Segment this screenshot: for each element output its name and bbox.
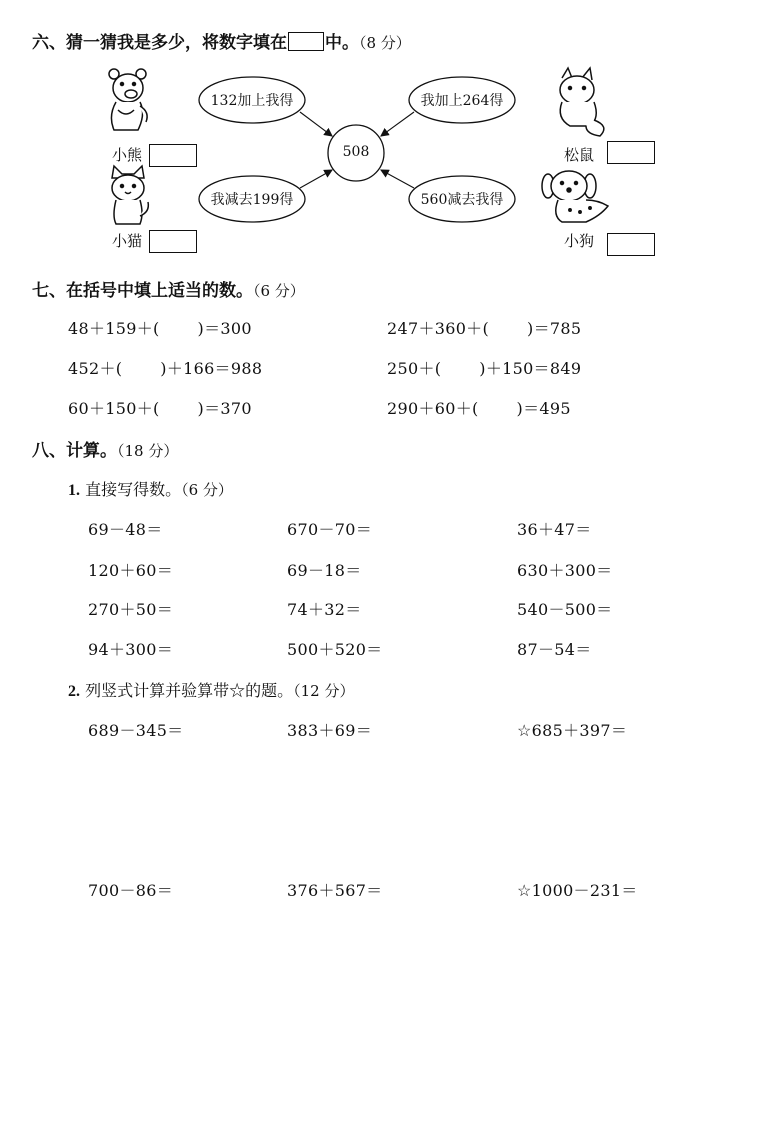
guess-number-diagram bbox=[100, 66, 660, 260]
arrow-3 bbox=[300, 170, 332, 188]
dog-answer-box[interactable] bbox=[607, 233, 655, 256]
section7-title: 七、在括号中填上适当的数。 bbox=[32, 281, 253, 301]
mental-math-item: 670－70＝ bbox=[287, 520, 372, 539]
cat-icon bbox=[112, 166, 148, 224]
mental-math-item: 120＋60＝ bbox=[88, 561, 173, 580]
vertical-calc-item: 689－345＝ bbox=[88, 721, 184, 740]
squirrel-icon bbox=[560, 68, 604, 136]
clue-text-3: 我减去199得 bbox=[210, 192, 294, 208]
clue-text-1: 132加上我得 bbox=[210, 93, 294, 109]
vertical-calc-item: 700－86＝ bbox=[88, 881, 173, 900]
mental-math-item: 270＋50＝ bbox=[88, 600, 173, 619]
dog-label: 小狗 bbox=[564, 232, 595, 250]
section6-heading bbox=[32, 28, 411, 53]
section6-title-post: 中。 bbox=[325, 33, 359, 53]
vertical-calc-item: 383＋69＝ bbox=[287, 721, 372, 740]
fill-blank-row-1-left: 48＋159＋( )＝300 bbox=[68, 319, 252, 338]
fill-blank-row-1-right: 247＋360＋( )＝785 bbox=[387, 319, 582, 338]
mental-math-item: 36＋47＝ bbox=[517, 520, 592, 539]
mental-math-item: 500＋520＝ bbox=[287, 640, 383, 659]
section8-points: （18 分） bbox=[117, 442, 179, 460]
section8-heading bbox=[32, 436, 178, 461]
section8-title: 八、计算。 bbox=[32, 441, 117, 461]
arrow-4 bbox=[381, 170, 414, 188]
squirrel-label: 松鼠 bbox=[564, 146, 595, 164]
clue-text-4: 560减去我得 bbox=[420, 192, 504, 208]
part1-heading: 1. 直接写得数。（6 分） bbox=[68, 480, 233, 499]
fill-blank-row-2-left: 452＋( )＋166＝988 bbox=[68, 359, 263, 378]
mental-math-item: 630＋300＝ bbox=[517, 561, 613, 580]
mental-math-item: 74＋32＝ bbox=[287, 600, 362, 619]
arrow-2 bbox=[381, 112, 414, 136]
arrow-1 bbox=[300, 112, 332, 136]
section6-points: （8 分） bbox=[359, 34, 411, 52]
mental-math-item: 94＋300＝ bbox=[88, 640, 173, 659]
fill-blank-row-3-right: 290＋60＋( )＝495 bbox=[387, 399, 571, 418]
center-number: 508 bbox=[342, 144, 370, 160]
cat-label: 小猫 bbox=[112, 232, 143, 250]
vertical-calc-item: ☆1000－231＝ bbox=[517, 881, 638, 900]
bear-answer-box[interactable] bbox=[149, 144, 197, 167]
mental-math-item: 87－54＝ bbox=[517, 640, 592, 659]
mental-math-item: 69－18＝ bbox=[287, 561, 362, 580]
section7-heading bbox=[32, 276, 305, 301]
bear-label: 小熊 bbox=[112, 146, 143, 164]
fill-blank-row-3-left: 60＋150＋( )＝370 bbox=[68, 399, 252, 418]
vertical-calc-item: 376＋567＝ bbox=[287, 881, 383, 900]
clue-text-2: 我加上264得 bbox=[420, 93, 504, 109]
mental-math-item: 69－48＝ bbox=[88, 520, 163, 539]
part2-heading: 2. 列竖式计算并验算带☆的题。（12 分） bbox=[68, 681, 355, 700]
dog-icon bbox=[542, 171, 608, 222]
mental-math-item: 540－500＝ bbox=[517, 600, 613, 619]
squirrel-answer-box[interactable] bbox=[607, 141, 655, 164]
section7-points: （6 分） bbox=[253, 282, 305, 300]
sample-answer-box bbox=[288, 32, 324, 51]
vertical-calc-item: ☆685＋397＝ bbox=[517, 721, 628, 740]
section6-title-pre: 六、猜一猜我是多少，将数字填在 bbox=[32, 33, 287, 53]
bear-icon bbox=[109, 69, 147, 130]
cat-answer-box[interactable] bbox=[149, 230, 197, 253]
fill-blank-row-2-right: 250＋( )＋150＝849 bbox=[387, 359, 582, 378]
